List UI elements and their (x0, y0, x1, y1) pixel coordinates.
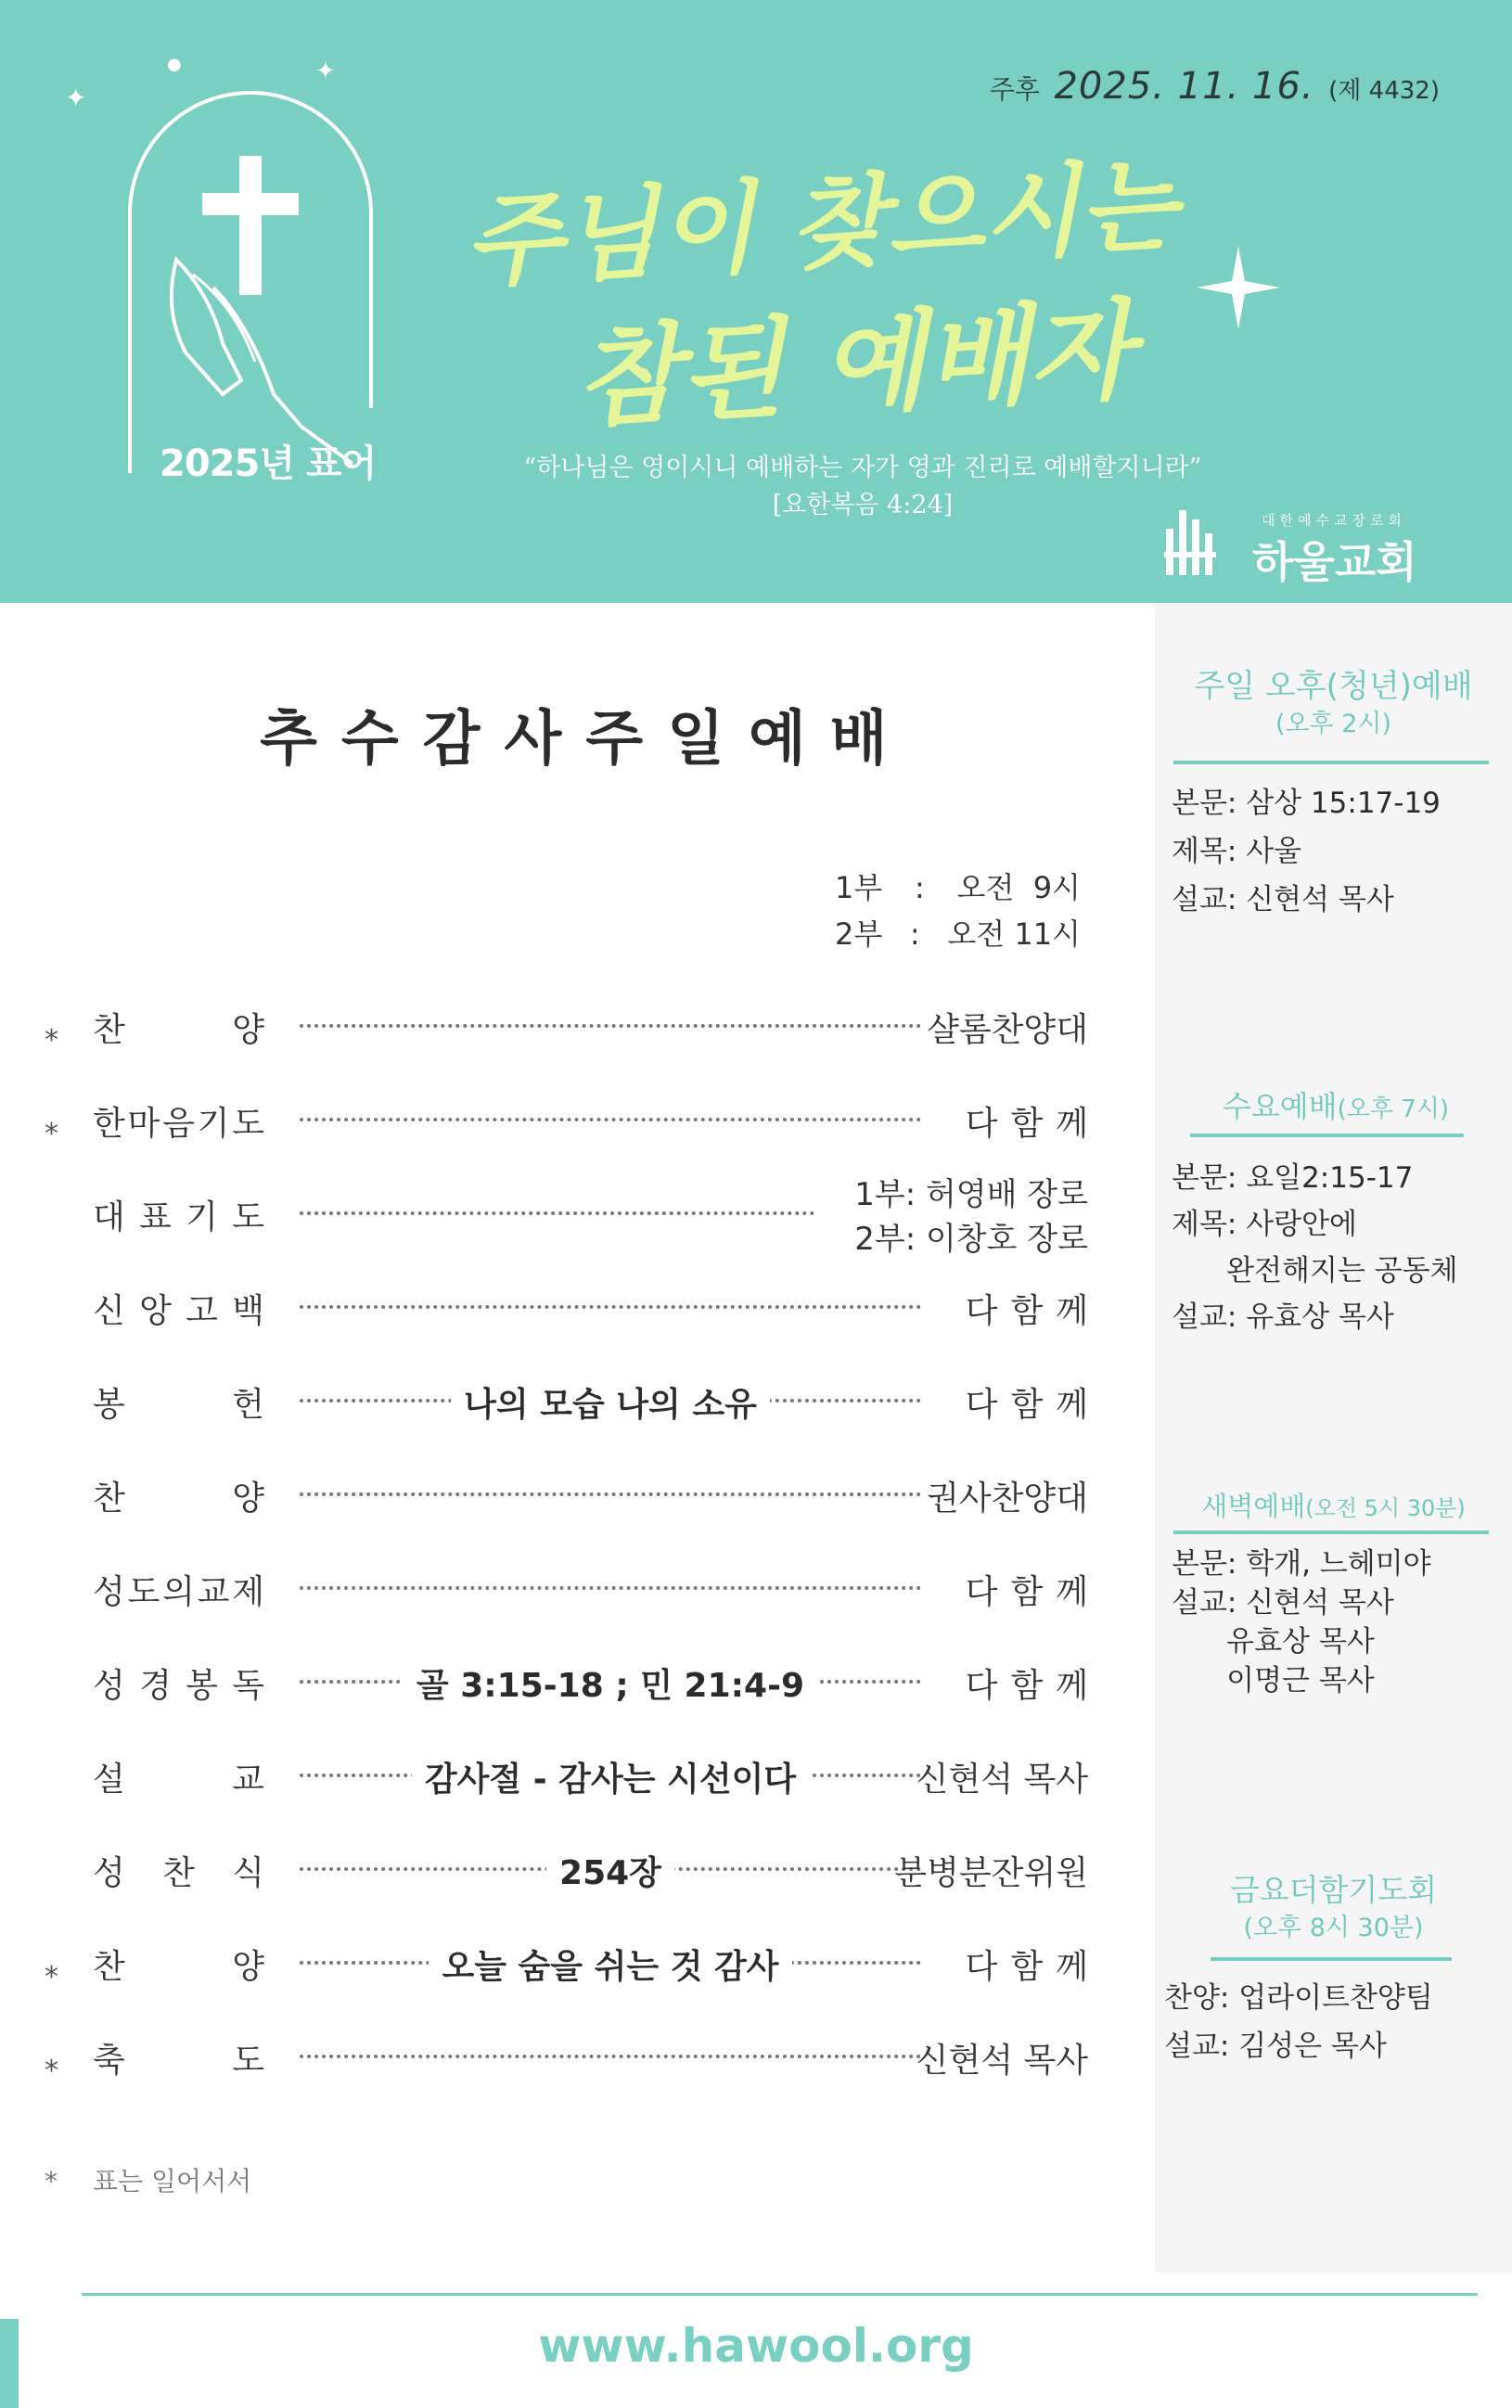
friday-prayer-title: 금요더함기도회 (1229, 1872, 1438, 1908)
order-row (45, 1465, 1088, 1558)
date-prefix: 주후 (989, 74, 1040, 105)
motto-year: 2025년 표어 (160, 442, 377, 485)
service-time-row: 1부 : 오전 9시 (835, 870, 1081, 905)
svg-text:✦: ✦ (315, 58, 336, 85)
order-row (45, 1558, 1101, 1652)
wednesday-service-details: 본문: 요일2:15-17 제목: 사랑안에 완전해지는 공동체 설교: 유효상 목사 (1172, 1161, 1458, 1334)
issue-number: (제 4432) (1328, 77, 1440, 105)
order-leader-line (300, 1656, 921, 1705)
order-leader-line (300, 1843, 921, 1892)
order-leader-line (300, 1094, 921, 1138)
dawn-service-title: 새벽예배(오전 5시 30분) (1201, 1491, 1466, 1522)
section-divider (1190, 1134, 1464, 1137)
order-leader-line (300, 1000, 921, 1044)
order-row (45, 1371, 1101, 1465)
order-item-detail: 감사절 - 감사는 시선이다 (300, 1753, 921, 1800)
dotted-leader (300, 1211, 814, 1215)
order-item-detail: 254장 (300, 1847, 921, 1894)
order-leader-line (300, 1468, 921, 1513)
order-leader-line (300, 1375, 921, 1424)
standing-star: * (45, 1961, 58, 1993)
order-row (45, 1933, 1101, 2027)
standing-star: * (45, 1118, 58, 1150)
denomination-label: 대한예수교장로회 (1262, 512, 1406, 529)
afternoon-service-details: 본문: 삼상 15:17-19 제목: 사울 설교: 신현석 목사 (1172, 787, 1441, 916)
order-item-leader: 다함께 (965, 1573, 1101, 1611)
order-leader-line (300, 1749, 921, 1799)
theme-title-line1: 주님이 찾으시는 (461, 147, 1180, 301)
standing-star: * (45, 1024, 58, 1057)
section-divider (1173, 1531, 1489, 1534)
theme-verse (487, 450, 1238, 524)
order-item-label: 축 도 (93, 2042, 264, 2080)
dotted-leader (300, 1305, 921, 1309)
order-row (45, 2027, 1088, 2120)
verse-reference: [요한복음 4:24] (772, 491, 954, 519)
order-item-leader: 다함께 (965, 1948, 1101, 1986)
order-item-label: 찬 양 (93, 1948, 264, 1986)
standing-note-text: 표는 일어서서 (93, 2166, 252, 2197)
afternoon-service-title: 주일 오후(청년)예배 (1194, 668, 1473, 705)
date-value: 2025. 11. 16. (1054, 65, 1314, 108)
church-logo-icon (1164, 501, 1220, 575)
footer-divider (82, 2293, 1478, 2296)
order-item-label: 찬 양 (93, 1011, 264, 1049)
order-item-label: 찬 양 (93, 1479, 264, 1518)
order-item-detail: 나의 모습 나의 소유 (300, 1378, 921, 1426)
order-item-label: 대 표 기 도 (93, 1198, 264, 1236)
standing-star: * (45, 2166, 58, 2197)
dotted-leader (300, 1024, 921, 1028)
church-website-link[interactable]: www.hawool.org (538, 2319, 974, 2373)
order-row (45, 996, 1088, 1090)
order-item-leader: 다함께 (965, 1386, 1101, 1424)
dawn-service-details: 본문: 학개, 느헤미야 설교: 신현석 목사 유효상 목사 이명근 목사 (1172, 1547, 1431, 1697)
order-item-label: 봉 헌 (93, 1386, 264, 1424)
sparkle-icon (1197, 246, 1280, 329)
side-schedule (1155, 603, 1512, 2273)
dotted-leader (300, 1586, 921, 1590)
friday-prayer-time: (오후 8시 30분) (1243, 1914, 1424, 1942)
order-item-label: 한 마 음 기 도 (93, 1105, 264, 1143)
order-row (45, 1652, 1101, 1746)
afternoon-service-time: (오후 2시) (1275, 710, 1392, 738)
order-of-worship (45, 996, 1101, 2120)
order-row (45, 1176, 1088, 1277)
order-item-label: 설 교 (93, 1761, 264, 1799)
friday-prayer-details: 찬양: 업라이트찬양팀 설교: 김성은 목사 (1164, 1981, 1433, 2063)
svg-text:✦: ✦ (65, 83, 87, 113)
order-leader-line (300, 1562, 921, 1607)
service-title: 추수감사주일예배 (260, 705, 912, 774)
wednesday-service-title: 수요예배(오후 7시) (1222, 1089, 1450, 1124)
order-item-leader: 신현석 목사 (916, 2042, 1088, 2080)
order-item-leader: 신현석 목사 (916, 1761, 1088, 1799)
order-item-leader: 1부: 허영배 장로 2부: 이창호 장로 (854, 1176, 1088, 1258)
order-item-leader: 권사찬양대 (927, 1479, 1088, 1518)
dotted-leader (300, 1118, 921, 1121)
section-divider (1173, 761, 1489, 764)
order-item-leader: 샬롬찬양대 (927, 1011, 1088, 1049)
bulletin-header (0, 0, 1512, 603)
order-item-detail: 오늘 숨을 쉬는 것 감사 (300, 1940, 921, 1988)
theme-title-line2: 참된 예배자 (572, 287, 1136, 442)
order-item-leader: 다함께 (965, 1292, 1101, 1330)
service-times (835, 865, 1081, 957)
order-item-leader: 다함께 (965, 1105, 1101, 1143)
order-item-label: 신 앙 고 백 (93, 1292, 264, 1330)
verse-text: “하나님은 영이시니 예배하는 자가 영과 진리로 예배할지니라” (523, 454, 1202, 482)
order-leader-line (300, 1281, 921, 1326)
order-item-detail: 골 3:15-18 ; 민 21:4-9 (300, 1659, 921, 1707)
order-row (45, 1090, 1101, 1184)
order-leader-line (300, 1937, 921, 1986)
standing-star: * (45, 2055, 58, 2087)
church-name: 하울교회 (1252, 537, 1417, 587)
dotted-leader (300, 2055, 921, 2058)
order-leader-line (300, 2030, 921, 2075)
order-item-label: 성 찬 식 (93, 1854, 264, 1892)
order-item-label: 성 경 봉 독 (93, 1667, 264, 1705)
standing-note (45, 2161, 251, 2198)
order-leader-line (300, 1187, 814, 1232)
order-item-label: 성 도 의 교 제 (93, 1573, 264, 1611)
praying-hands-cross-icon (65, 55, 417, 473)
service-time-row: 2부 : 오전 11시 (835, 916, 1081, 952)
bulletin-date (990, 65, 1440, 108)
order-row (45, 1839, 1088, 1933)
order-item-leader: 분병분잔위원 (894, 1854, 1088, 1892)
svg-text:●: ● (167, 55, 182, 74)
section-divider (1211, 1957, 1452, 1961)
order-row (45, 1746, 1088, 1839)
dotted-leader (300, 1492, 921, 1496)
order-item-leader: 다함께 (965, 1667, 1101, 1705)
order-row (45, 1277, 1101, 1371)
